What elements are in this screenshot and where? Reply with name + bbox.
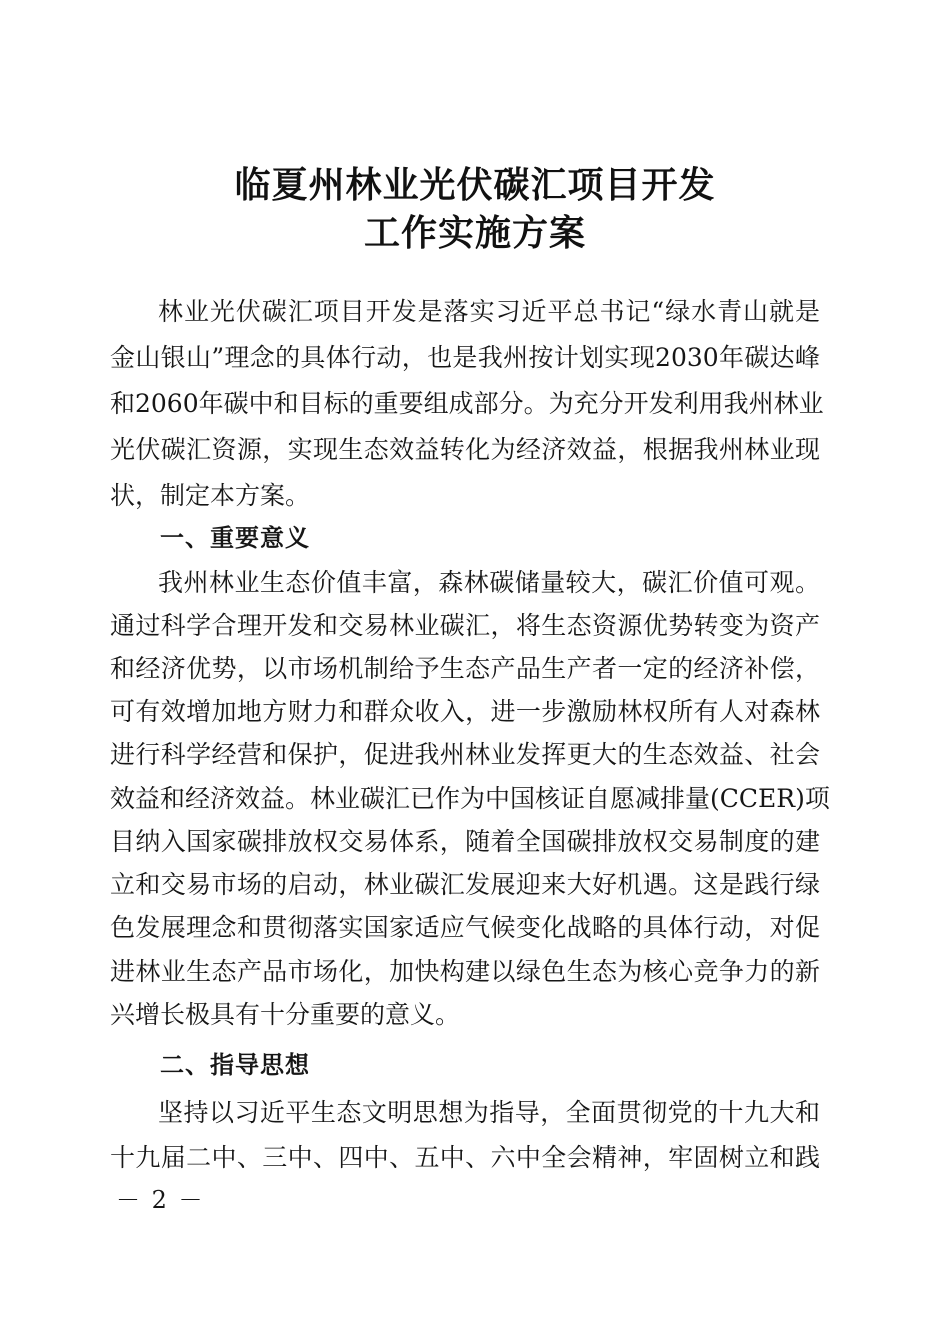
intro-line: 和2060年碳中和目标的重要组成部分。为充分开发利用我州林业 (110, 389, 824, 418)
section1-line: 可有效增加地方财力和群众收入，进一步激励林权所有人对森林 (110, 697, 820, 726)
section-heading-guiding-ideology: 二、指导思想 (160, 1051, 310, 1079)
section1-line: 立和交易市场的启动，林业碳汇发展迎来大好机遇。这是践行绿 (110, 870, 820, 899)
section1-line: 目纳入国家碳排放权交易体系，随着全国碳排放权交易制度的建 (110, 827, 820, 856)
intro-line: 金山银山”理念的具体行动，也是我州按计划实现2030年碳达峰 (110, 343, 820, 372)
section1-line: 效益和经济效益。林业碳汇已作为中国核证自愿减排量(CCER)项 (110, 784, 830, 813)
section1-line: 通过科学合理开发和交易林业碳汇，将生态资源优势转变为资产 (110, 611, 820, 640)
intro-line: 状，制定本方案。 (110, 481, 311, 510)
section1-line: 兴增长极具有十分重要的意义。 (110, 1000, 461, 1029)
intro-line: 林业光伏碳汇项目开发是落实习近平总书记“绿水青山就是 (158, 297, 820, 326)
section1-line: 进行科学经营和保护，促进我州林业发挥更大的生态效益、社会 (110, 740, 820, 769)
document-title-line-2: 工作实施方案 (363, 213, 586, 254)
section2-line: 坚持以习近平生态文明思想为指导，全面贯彻党的十九大和 (158, 1098, 820, 1127)
page-number: － 2 － (116, 1186, 205, 1214)
document-title-line-1: 临夏州林业光伏碳汇项目开发 (234, 165, 716, 206)
section1-line: 进林业生态产品市场化，加快构建以绿色生态为核心竞争力的新 (110, 957, 820, 986)
section2-line: 十九届二中、三中、四中、五中、六中全会精神，牢固树立和践 (110, 1143, 820, 1172)
section1-line: 和经济优势，以市场机制给予生态产品生产者一定的经济补偿， (110, 654, 820, 683)
section1-line: 色发展理念和贯彻落实国家适应气候变化战略的具体行动，对促 (110, 913, 820, 942)
intro-line: 光伏碳汇资源，实现生态效益转化为经济效益，根据我州林业现 (110, 435, 820, 464)
section-heading-significance: 一、重要意义 (160, 524, 310, 552)
section1-line: 我州林业生态价值丰富，森林碳储量较大，碳汇价值可观。 (158, 568, 820, 597)
